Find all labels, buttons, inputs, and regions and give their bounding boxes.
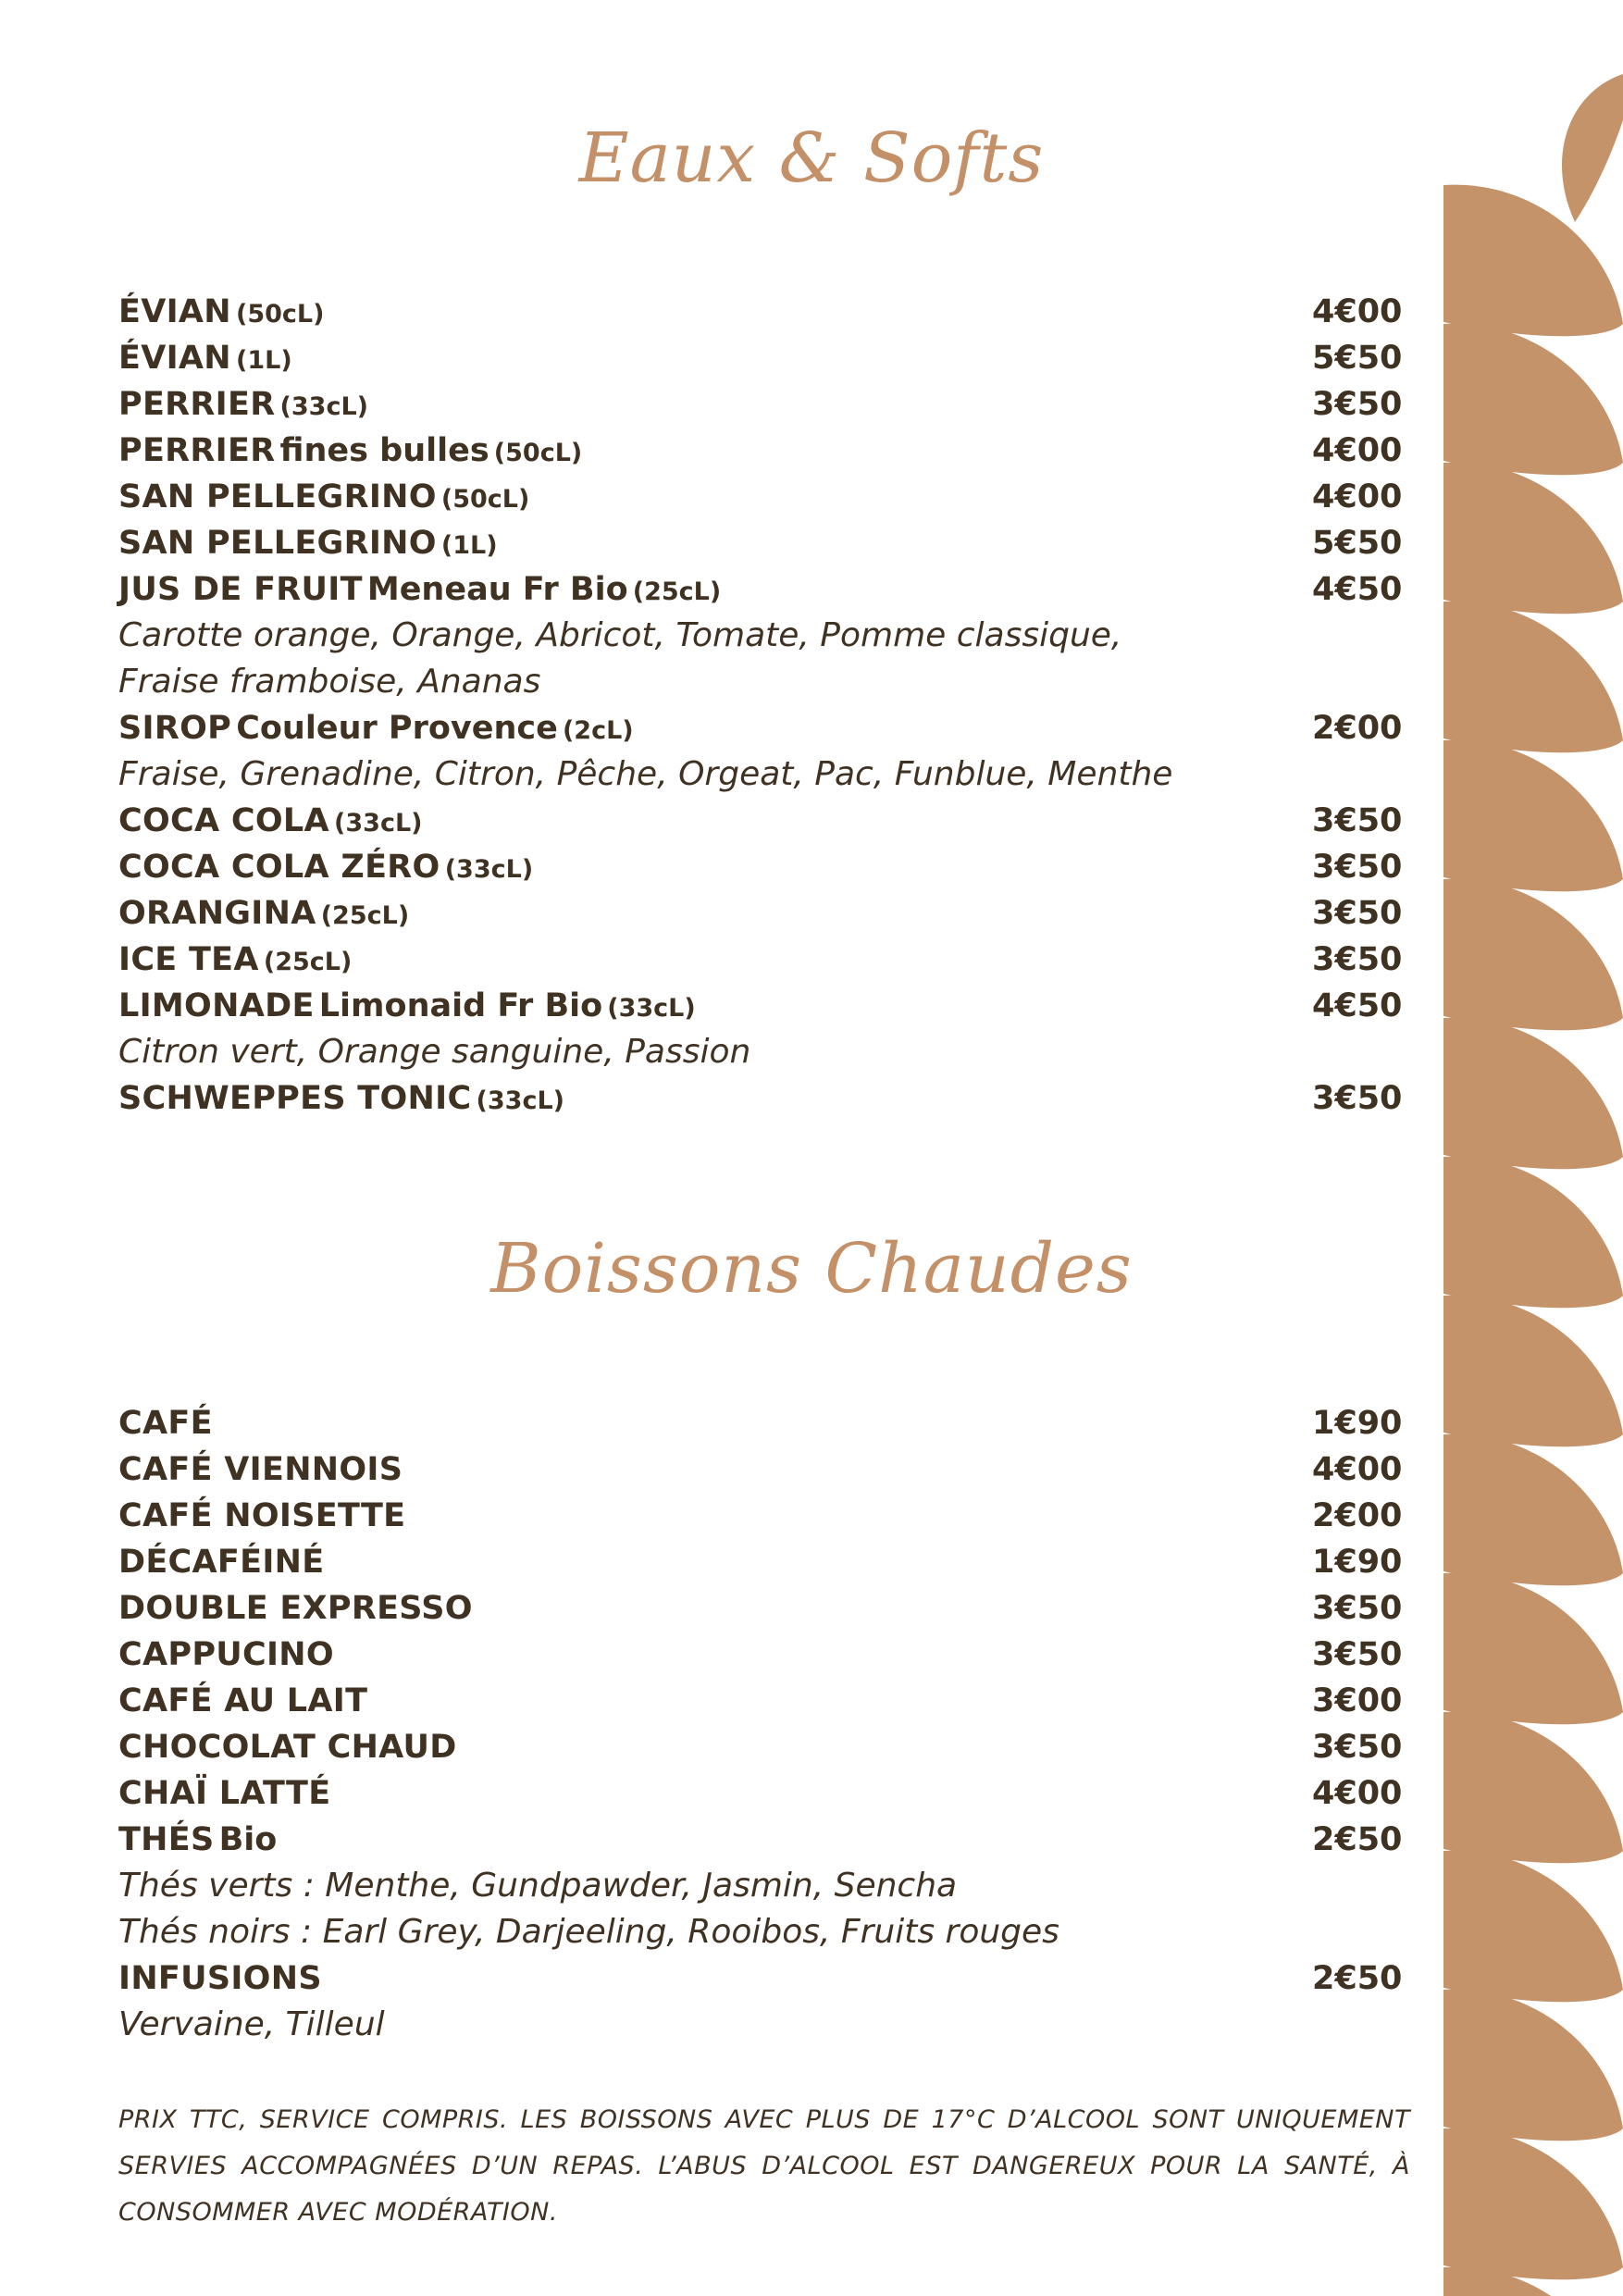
item-name: ÉVIAN [118, 340, 231, 377]
item-name: DOUBLE EXPRESSO [118, 1590, 473, 1627]
item-volume: (33cL) [279, 392, 369, 421]
item-price: 4€00 [1312, 1451, 1403, 1488]
menu-item [118, 983, 1414, 1029]
menu-item [118, 890, 1414, 937]
item-name: SAN PELLEGRINO [118, 525, 437, 562]
item-price: 2€50 [1312, 1821, 1403, 1858]
item-description [118, 613, 1414, 659]
item-price: 4€00 [1312, 478, 1403, 515]
item-volume: (50cL) [236, 300, 325, 329]
menu-item [118, 1632, 1414, 1678]
item-name: COCA COLA ZÉRO [118, 849, 440, 886]
menu-item [118, 1075, 1414, 1122]
item-name: CAFÉ [118, 1405, 213, 1442]
item-volume: (50cL) [440, 485, 530, 514]
section-title-eaux-softs: Eaux & Softs [578, 118, 1045, 198]
item-name: INFUSIONS [118, 1960, 322, 1997]
menu-item [118, 1400, 1414, 1446]
item-name: SAN PELLEGRINO [118, 478, 437, 515]
leaf-shape [1443, 879, 1623, 1031]
menu-item [118, 1770, 1414, 1817]
item-price: 5€50 [1312, 525, 1403, 562]
item-name: ORANGINA [118, 895, 316, 932]
menu-item [118, 705, 1414, 751]
menu-list-eaux-softs [118, 289, 1414, 1122]
leaf-shape [1443, 324, 1623, 476]
item-volume: (33cL) [607, 994, 696, 1023]
item-price: 4€50 [1312, 987, 1403, 1024]
item-price: 2€00 [1312, 1497, 1403, 1534]
item-name-suffix: Couleur Provence [236, 710, 558, 747]
item-name: SCHWEPPES TONIC [118, 1080, 472, 1117]
leaf-shape [1443, 740, 1623, 892]
item-name: CHAÏ LATTÉ [118, 1775, 331, 1812]
leaf-shape [1443, 1296, 1623, 1447]
item-volume: (50cL) [493, 439, 583, 467]
item-name: CAFÉ VIENNOIS [118, 1451, 403, 1488]
item-volume: (25cL) [320, 901, 410, 930]
item-name-suffix: fines bulles [279, 432, 489, 469]
item-description [118, 1029, 1414, 1075]
item-volume: (25cL) [263, 948, 353, 976]
item-name: JUS DE FRUIT [118, 571, 363, 608]
item-description [118, 2002, 1414, 2048]
item-name: DÉCAFÉINÉ [118, 1544, 325, 1581]
item-price: 4€00 [1312, 293, 1403, 330]
item-description [118, 1863, 1414, 1909]
item-volume: (1L) [440, 531, 498, 560]
item-volume: (1L) [236, 346, 292, 375]
item-price: 4€00 [1312, 432, 1403, 469]
menu-item [118, 566, 1414, 613]
item-name: COCA COLA [118, 802, 329, 839]
section-title-boissons-chaudes: Boissons Chaudes [490, 1229, 1133, 1309]
item-name-suffix: Limonaid Fr Bio [318, 987, 603, 1024]
item-price: 4€00 [1312, 1775, 1403, 1812]
menu-item [118, 844, 1414, 890]
item-volume: (33cL) [334, 809, 423, 838]
item-name: SIROP [118, 710, 232, 747]
item-volume: (2cL) [562, 716, 634, 745]
item-price: 1€90 [1312, 1544, 1403, 1581]
menu-item [118, 335, 1414, 381]
item-price: 3€50 [1312, 941, 1403, 978]
item-volume: (33cL) [476, 1086, 564, 1115]
menu-item [118, 428, 1414, 474]
menu-item [118, 1585, 1414, 1632]
menu-item [118, 798, 1414, 844]
item-price: 1€90 [1312, 1405, 1403, 1442]
item-name: CAFÉ AU LAIT [118, 1682, 368, 1719]
leaf-shape [1443, 1573, 1623, 1725]
item-price: 3€50 [1312, 1729, 1403, 1766]
menu-item [118, 1817, 1414, 1863]
item-name: THÉS [118, 1821, 215, 1858]
item-price: 2€00 [1312, 710, 1403, 747]
leaf-shape [1443, 1990, 1623, 2141]
description-text: Thés verts : Menthe, Gundpawder, Jasmin, Sencha [118, 1867, 958, 1905]
item-price: 2€50 [1312, 1960, 1403, 1997]
item-price: 3€50 [1312, 386, 1403, 423]
item-name: PERRIER [118, 432, 276, 469]
description-text: Fraise framboise, Ananas [118, 663, 541, 701]
item-price: 3€50 [1312, 849, 1403, 886]
menu-item [118, 1446, 1414, 1493]
description-text: Vervaine, Tilleul [118, 2005, 385, 2043]
menu-list-boissons-chaudes [118, 1400, 1414, 2048]
menu-item [118, 474, 1414, 520]
leaf-shape [1443, 2128, 1623, 2280]
item-price: 3€50 [1312, 802, 1403, 839]
menu-item [118, 1724, 1414, 1770]
item-name-suffix: Meneau Fr Bio [366, 571, 628, 608]
item-name: CHOCOLAT CHAUD [118, 1729, 457, 1766]
menu-item [118, 381, 1414, 428]
leaf-shape [1443, 1018, 1623, 1170]
description-text: Thés noirs : Earl Grey, Darjeeling, Rooibos, Fruits rouges [118, 1913, 1059, 1951]
item-description [118, 659, 1414, 705]
item-volume: (25cL) [632, 577, 722, 606]
item-name: PERRIER [118, 386, 276, 423]
description-text: Citron vert, Orange sanguine, Passion [118, 1033, 751, 1071]
item-price: 5€50 [1312, 340, 1403, 377]
item-price: 3€50 [1312, 895, 1403, 932]
menu-item [118, 1955, 1414, 2002]
item-price: 3€50 [1312, 1590, 1403, 1627]
legal-notice: PRIX TTC, SERVICE COMPRIS. LES BOISSONS AVEC PLUS DE 17°C D’ALCOOL SONT UNIQUEMENT SERVIES ACCOMPAGNÉES D’UN REPAS. L’ABUS D’ALCOOL EST DANGEREUX POUR LA SANTÉ, À CONSOMMER AVEC MODÉRATION. [118, 2105, 1410, 2227]
menu-item [118, 520, 1414, 566]
leaf-shape [1443, 463, 1623, 614]
item-name: CAPPUCINO [118, 1636, 334, 1673]
item-price: 3€50 [1312, 1636, 1403, 1673]
leaf-shape [1443, 602, 1623, 753]
item-price: 3€00 [1312, 1682, 1403, 1719]
item-name-suffix: Bio [218, 1821, 278, 1858]
menu-item [118, 1539, 1414, 1585]
item-name: CAFÉ NOISETTE [118, 1497, 406, 1534]
menu-item [118, 1493, 1414, 1539]
item-name: LIMONADE [118, 987, 315, 1024]
item-price: 4€50 [1312, 571, 1403, 608]
item-description [118, 1909, 1414, 1955]
item-volume: (33cL) [444, 855, 534, 884]
menu-item [118, 937, 1414, 983]
leaf-shape [1443, 1712, 1623, 1864]
item-name: ICE TEA [118, 941, 259, 978]
leaf-shape [1443, 185, 1623, 337]
item-name: ÉVIAN [118, 293, 231, 330]
leaf-shape [1443, 1851, 1623, 2003]
leaf-decoration [1443, 0, 1623, 2296]
description-text: Fraise, Grenadine, Citron, Pêche, Orgeat, Pac, Funblue, Menthe [118, 755, 1173, 793]
menu-item [118, 1678, 1414, 1724]
item-price: 3€50 [1312, 1080, 1403, 1117]
leaf-shape [1443, 1434, 1623, 1586]
description-text: Carotte orange, Orange, Abricot, Tomate, Pomme classique, [118, 616, 1122, 654]
item-description [118, 751, 1414, 798]
menu-item [118, 289, 1414, 335]
